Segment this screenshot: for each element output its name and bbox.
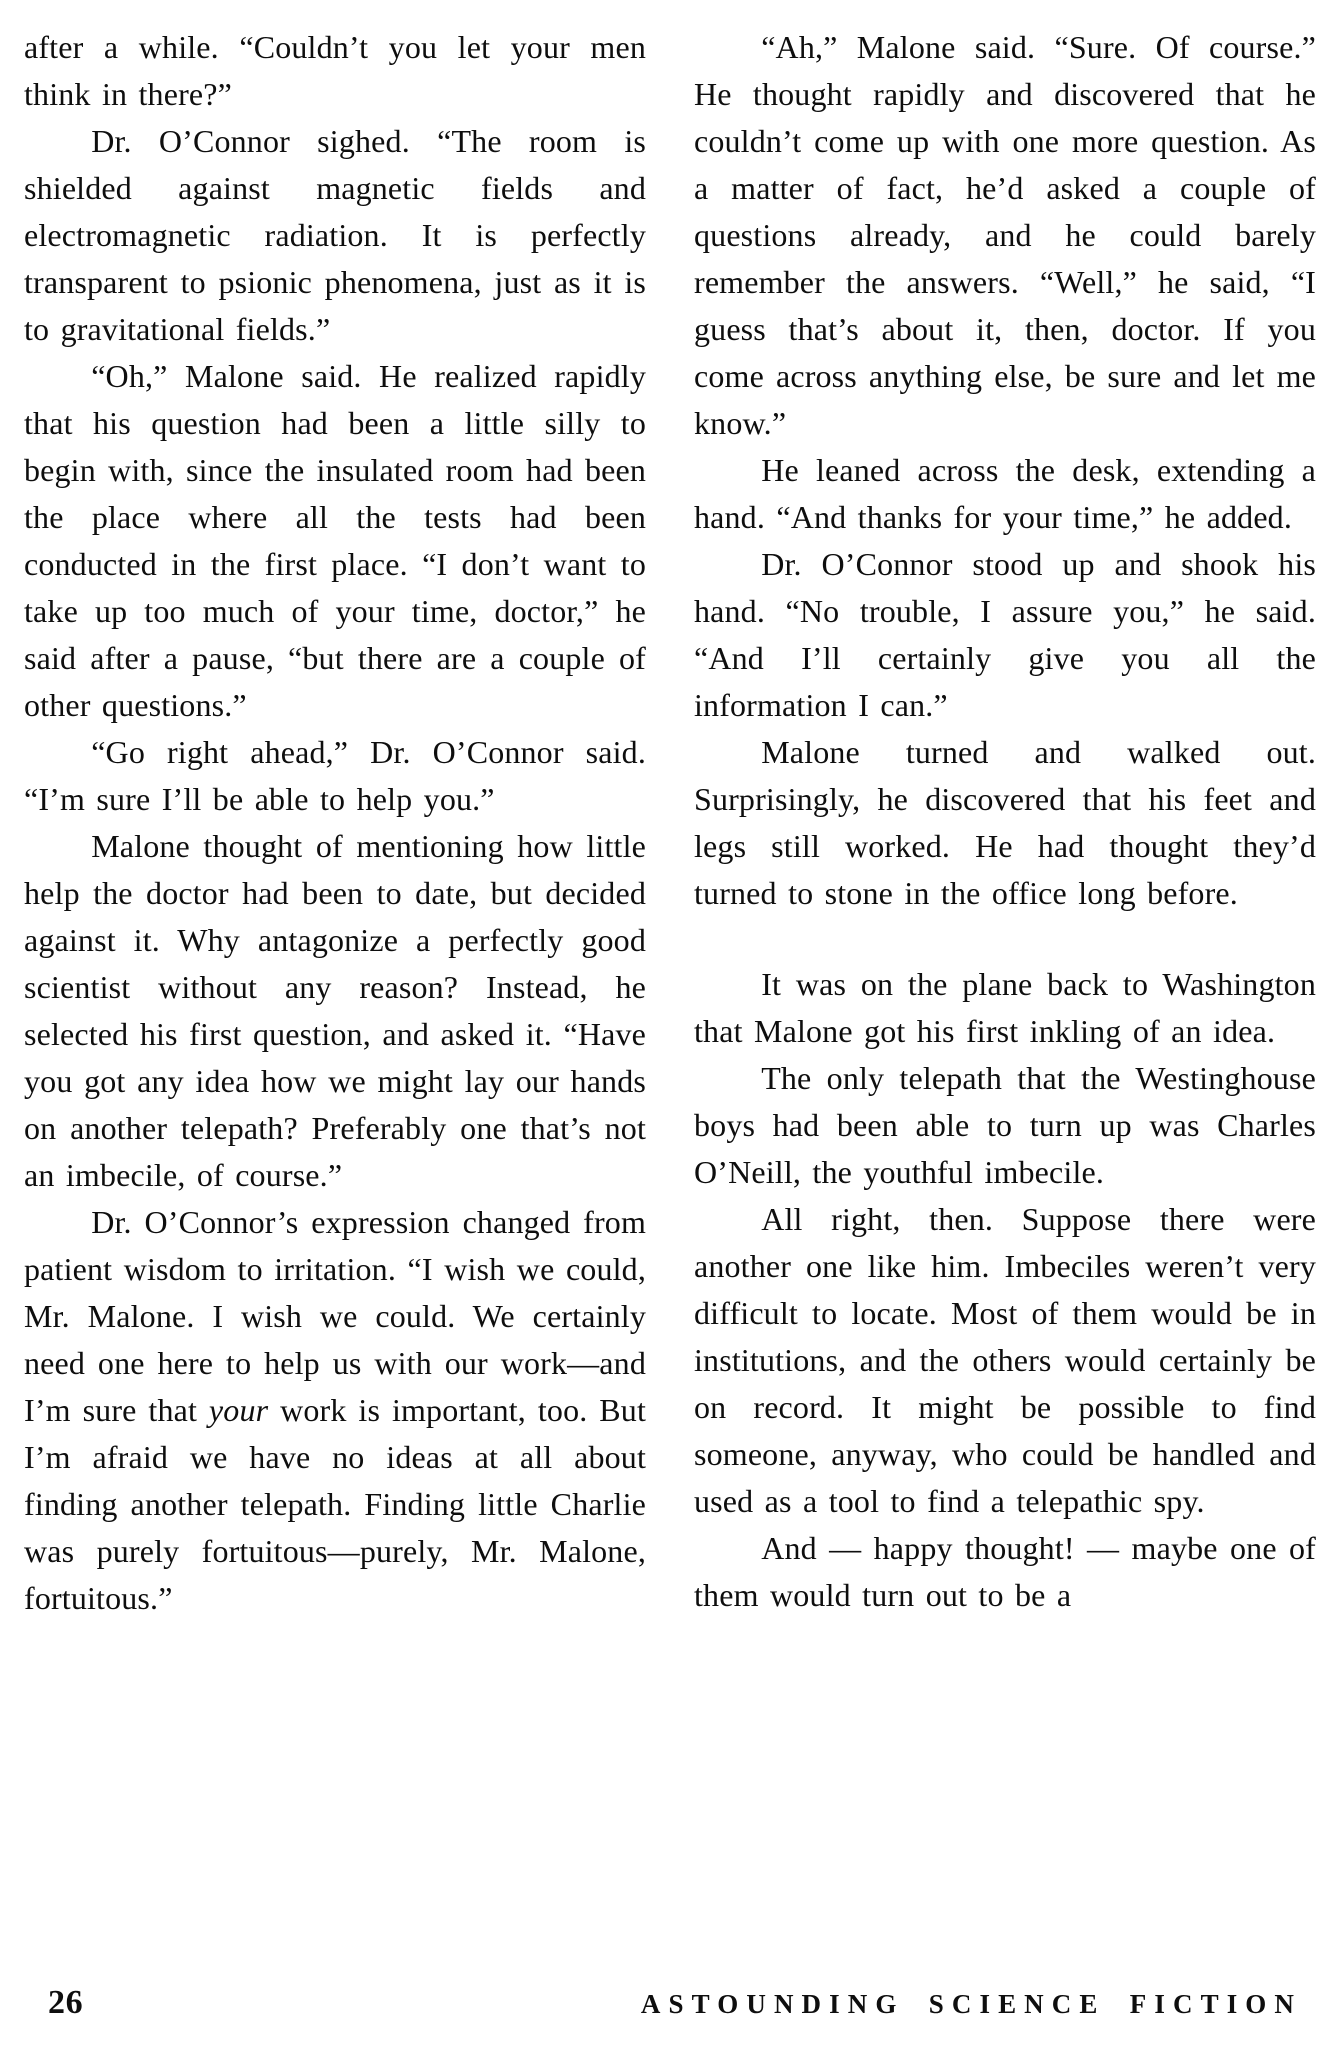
text-columns xyxy=(24,24,1316,1622)
text-run: He leaned across the desk, extending a hand. “And thanks for your time,” he added. xyxy=(694,452,1316,535)
paragraph xyxy=(24,823,646,1199)
paragraph xyxy=(24,353,646,729)
text-run: And — happy thought! — maybe one of them would turn out to be a xyxy=(694,1530,1316,1613)
paragraph xyxy=(694,541,1316,729)
paragraph xyxy=(24,1199,646,1622)
text-run: Malone thought of mentioning how little help the doctor had been to date, but decided against it. Why antagonize a perfectly good scientist without any reason? Instead, he selected his first question, and asked it. “Have you got any idea how we might lay our hands on another telepath? Preferably one that’s not an imbecile, of course.” xyxy=(24,828,646,1193)
paragraph xyxy=(24,118,646,353)
paragraph xyxy=(694,961,1316,1055)
text-run: It was on the plane back to Washington that Malone got his first inkling of an idea. xyxy=(694,966,1316,1049)
paragraph xyxy=(694,1525,1316,1619)
italic-text-run: your xyxy=(208,1392,269,1428)
text-run: Dr. O’Connor’s expression changed from patient wisdom to irritation. “I wish we could, Mr. Malone. I wish we could. We certainly need one here to help us with our work—and I’m sure that xyxy=(24,1204,646,1428)
page-number: 26 xyxy=(48,1984,84,2021)
paragraph xyxy=(694,729,1316,917)
magazine-title: ASTOUNDING SCIENCE FICTION xyxy=(640,1989,1302,2019)
text-run: work is important, too. But I’m afraid we have no ideas at all about finding another telepath. Finding little Charlie was purely fortuitous—purely, Mr. Malone, fortuitous.” xyxy=(24,1392,646,1616)
text-run: The only telepath that the Westinghouse boys had been able to turn up was Charles O’Neill, the youthful imbecile. xyxy=(694,1060,1316,1190)
paragraph xyxy=(24,729,646,823)
text-run: “Oh,” Malone said. He realized rapidly that his question had been a little silly to begin with, since the insulated room had been the place where all the tests had been conducted in the first place. “I don’t want to take up too much of your time, doctor,” he said after a pause, “but there are a couple of other questions.” xyxy=(24,358,646,723)
scanned-book-page xyxy=(24,24,1316,2048)
text-run: after a while. “Couldn’t you let your men think in there?” xyxy=(24,29,646,112)
text-run: Dr. O’Connor sighed. “The room is shielded against magnetic fields and electromagnetic radiation. It is perfectly transparent to psionic phenomena, just as it is to gravitational fields.” xyxy=(24,123,646,347)
paragraph xyxy=(694,1055,1316,1196)
paragraph xyxy=(694,1196,1316,1525)
paragraph xyxy=(694,24,1316,447)
paragraph xyxy=(694,447,1316,541)
text-run: Dr. O’Connor stood up and shook his hand. “No trouble, I assure you,” he said. “And I’ll certainly give you all the information I can.” xyxy=(694,546,1316,723)
right-column xyxy=(694,24,1316,1622)
paragraph xyxy=(24,24,646,118)
page-footer xyxy=(48,1984,1302,2022)
text-run: “Ah,” Malone said. “Sure. Of course.” He thought rapidly and discovered that he couldn’t come up with one more question. As a matter of fact, he’d asked a couple of questions already, and he could barely remember the answers. “Well,” he said, “I guess that’s about it, then, doctor. If you come across anything else, be sure and let me know.” xyxy=(694,29,1316,441)
text-run: Malone turned and walked out. Surprisingly, he discovered that his feet and legs still worked. He had thought they’d turned to stone in the office long before. xyxy=(694,734,1316,911)
text-run: All right, then. Suppose there were another one like him. Imbeciles weren’t very difficult to locate. Most of them would be in institutions, and the others would certainly be on record. It might be possible to find someone, anyway, who could be handled and used as a tool to find a telepathic spy. xyxy=(694,1201,1316,1519)
left-column xyxy=(24,24,646,1622)
text-run: “Go right ahead,” Dr. O’Connor said. “I’m sure I’ll be able to help you.” xyxy=(24,734,646,817)
